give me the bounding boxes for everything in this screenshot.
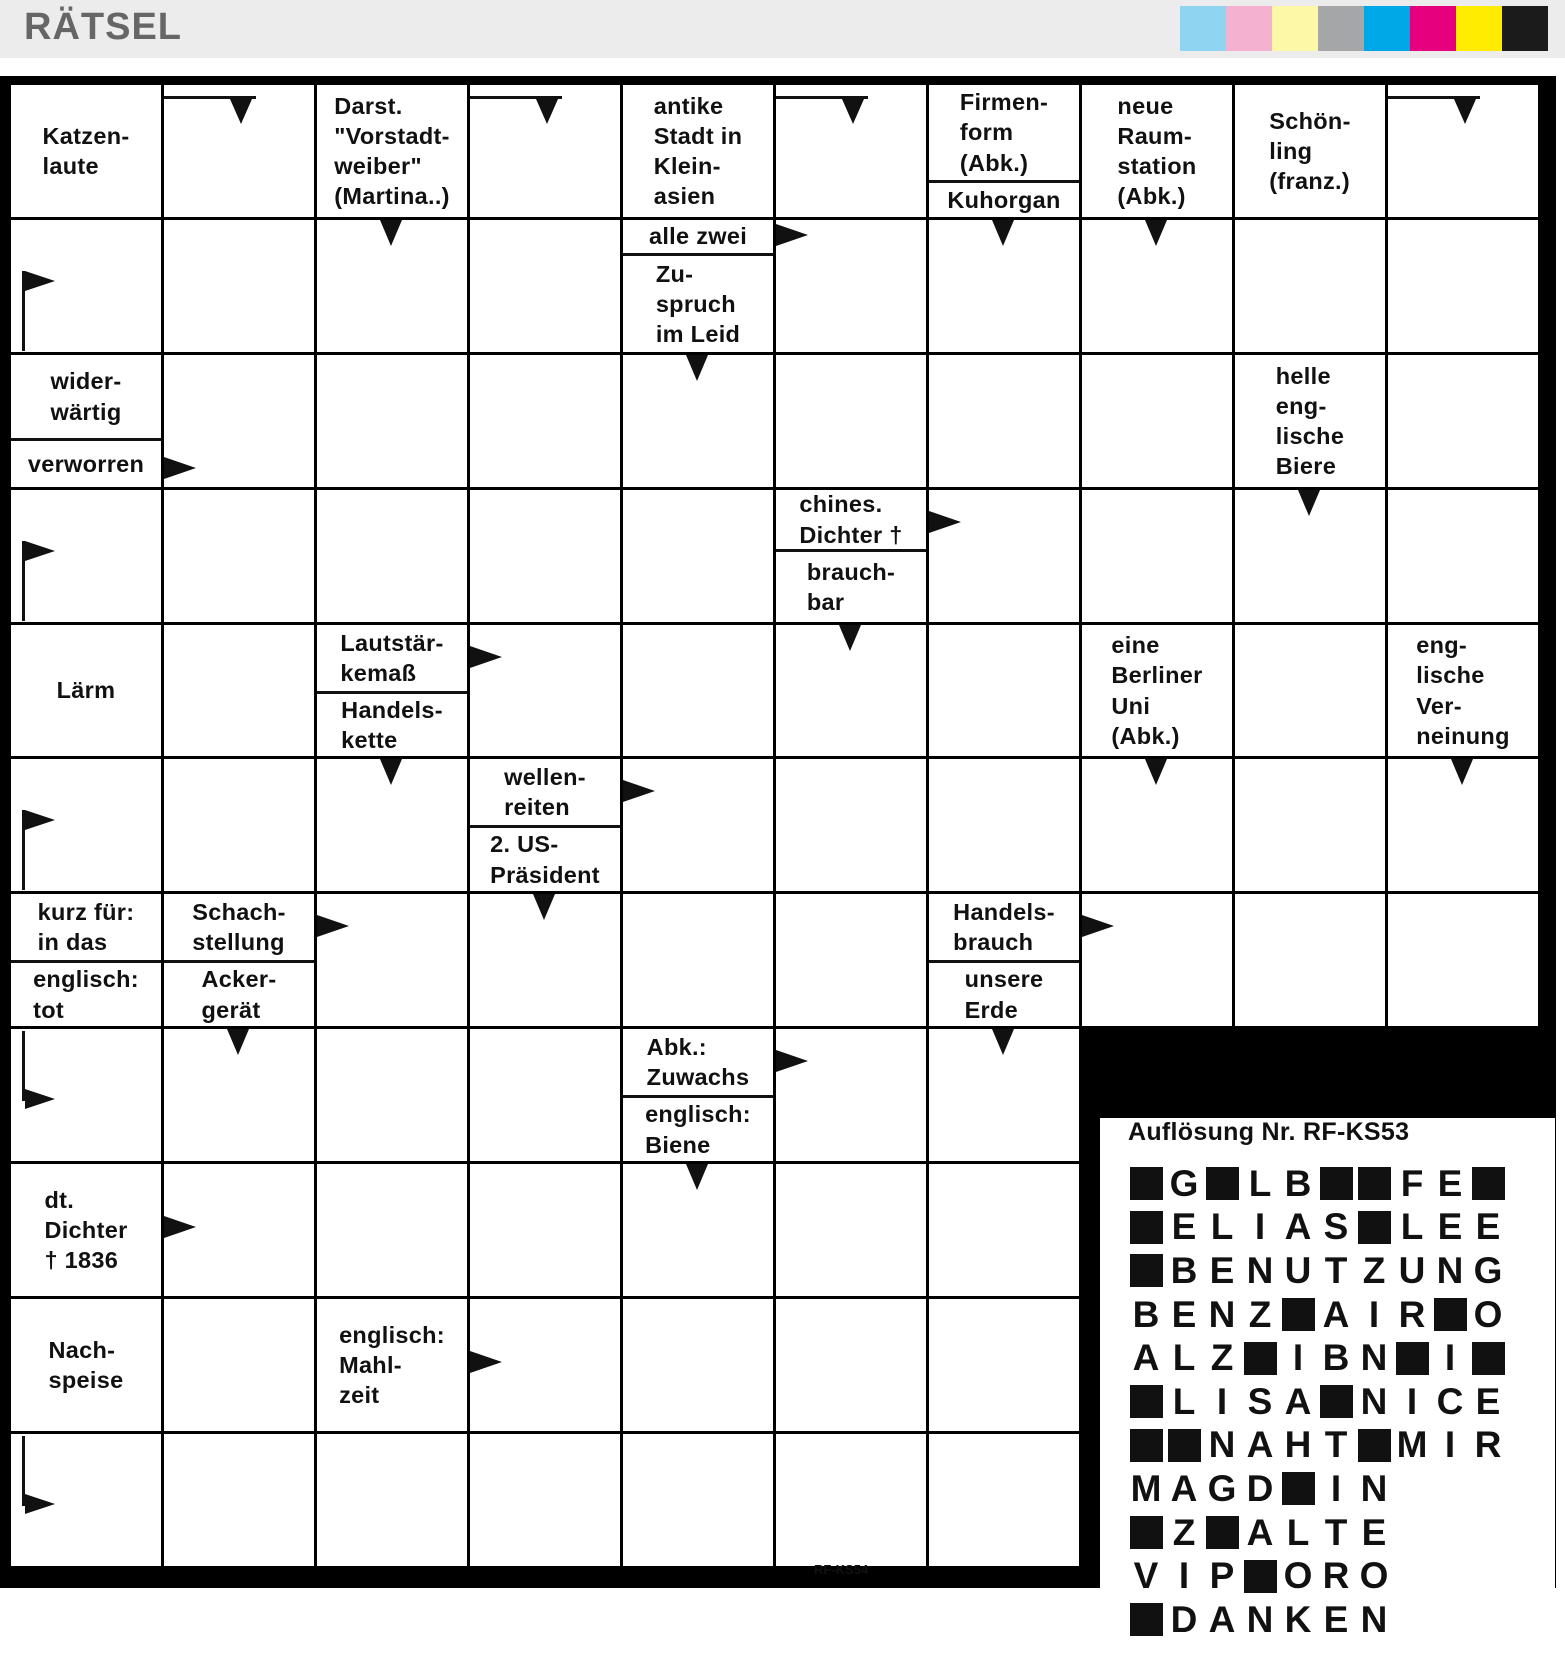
answer-cell[interactable] [929, 1299, 1079, 1431]
down-arrow-icon [227, 1029, 251, 1057]
answer-cell[interactable] [317, 490, 467, 622]
solution-letter: B [1284, 1162, 1312, 1204]
hookdown-arrow-icon [470, 96, 562, 136]
answer-cell[interactable] [317, 355, 467, 487]
color-swatch [1410, 6, 1456, 51]
answer-cell[interactable] [470, 490, 620, 622]
solution-letter: U [1284, 1249, 1312, 1291]
answer-cell[interactable] [776, 1164, 926, 1296]
color-swatch [1180, 6, 1226, 51]
solution-letter: N [1208, 1424, 1236, 1466]
answer-cell[interactable] [317, 1164, 467, 1296]
solution-letter: N [1246, 1249, 1274, 1291]
solution-letter: T [1324, 1511, 1348, 1553]
answer-cell[interactable] [164, 490, 314, 622]
answer-cell[interactable] [1235, 220, 1385, 352]
solution-title: Auflösung Nr. RF-KS53 [1128, 1118, 1410, 1146]
answer-cell[interactable] [1082, 490, 1232, 622]
solution-block [1317, 1380, 1355, 1424]
solution-letter: E [1475, 1206, 1501, 1248]
solution-letter: G [1473, 1249, 1503, 1291]
clue-cell [929, 85, 1079, 180]
answer-cell[interactable] [164, 1299, 314, 1431]
answer-cell[interactable] [470, 1434, 620, 1566]
solution-letter: E [1209, 1249, 1235, 1291]
answer-cell[interactable] [164, 220, 314, 352]
answer-cell[interactable] [623, 759, 773, 891]
solution-letter: A [1170, 1467, 1198, 1509]
solution-block [1127, 1249, 1165, 1293]
solution-block [1355, 1162, 1393, 1206]
answer-cell[interactable] [623, 1299, 773, 1431]
clue-text: Acker- gerät [201, 966, 277, 1023]
solution-letter: I [1292, 1337, 1304, 1379]
solution-letter: E [1323, 1598, 1349, 1640]
solution-letter: I [1178, 1555, 1190, 1597]
solution-letter: I [1444, 1424, 1456, 1466]
hookdown-arrow-icon [164, 96, 256, 136]
solution-letter: M [1130, 1467, 1162, 1509]
flagdown-arrow-icon [22, 1031, 58, 1111]
answer-cell[interactable] [1388, 894, 1538, 1026]
solution-letter: E [1171, 1206, 1197, 1248]
clue-text: verworren [27, 450, 145, 477]
clue-text: Zu- spruch im Leid [655, 260, 741, 348]
clue-text: 2. US- Präsident [490, 831, 600, 888]
solution-block [1127, 1598, 1165, 1642]
solution-letter: D [1170, 1598, 1198, 1640]
solution-block [1127, 1162, 1165, 1206]
clue-cell [470, 759, 620, 825]
right-arrow-icon [164, 1216, 198, 1240]
solution-letter: D [1246, 1467, 1274, 1509]
clue-cell [623, 1098, 773, 1161]
color-swatch [1364, 6, 1410, 51]
solution-letter: O [1473, 1293, 1503, 1335]
clue-text: neue Raum- station (Abk.) [1117, 92, 1197, 210]
solution-letter: O [1283, 1555, 1313, 1597]
solution-letter: I [1216, 1380, 1228, 1422]
clue-text: Darst. "Vorstadt- weiber" (Martina..) [334, 92, 450, 210]
clue-cell [623, 1029, 773, 1095]
clue-cell [1235, 85, 1385, 217]
clue-text: Kuhorgan [947, 186, 1061, 213]
answer-cell[interactable] [470, 1164, 620, 1296]
clue-text: Abk.: Zuwachs [646, 1033, 750, 1090]
flagup-arrow-icon [22, 271, 58, 351]
answer-cell[interactable] [1082, 894, 1232, 1026]
flagup-arrow-icon [22, 541, 58, 621]
down-arrow-icon [992, 220, 1016, 248]
solution-letter: N [1360, 1467, 1388, 1509]
answer-cell[interactable] [623, 1434, 773, 1566]
answer-cell[interactable] [470, 355, 620, 487]
solution-block [1431, 1293, 1469, 1337]
right-arrow-icon [929, 511, 963, 535]
clue-text: antike Stadt in Klein- asien [653, 92, 743, 210]
clue-text: unsere Erde [964, 966, 1044, 1023]
clue-cell [317, 694, 467, 756]
solution-row [1127, 1511, 1507, 1555]
clue-cell [164, 894, 314, 960]
color-swatch [1318, 6, 1364, 51]
solution-letter: N [1208, 1293, 1236, 1335]
flagdown-arrow-icon [22, 1436, 58, 1516]
solution-row [1127, 1336, 1507, 1380]
right-arrow-icon [1082, 915, 1116, 939]
solution-block [1241, 1554, 1279, 1598]
clue-cell [929, 963, 1079, 1026]
down-arrow-icon [1145, 759, 1169, 787]
clue-cell [776, 490, 926, 549]
solution-letter: L [1210, 1206, 1234, 1248]
solution-block [1279, 1467, 1317, 1511]
solution-block [1355, 1424, 1393, 1468]
solution-row [1127, 1467, 1507, 1511]
solution-block [1127, 1380, 1165, 1424]
answer-cell[interactable] [929, 1434, 1079, 1566]
flagup-arrow-icon [22, 810, 58, 890]
puzzle-code: RF-KS54 [814, 1562, 869, 1577]
answer-cell[interactable] [1388, 490, 1538, 622]
answer-cell[interactable] [623, 490, 773, 622]
solution-letter: A [1246, 1424, 1274, 1466]
clue-cell [11, 625, 161, 756]
answer-cell[interactable] [1388, 220, 1538, 352]
clue-cell [11, 963, 161, 1026]
solution-block [1127, 1424, 1165, 1468]
clue-text: Handels- kette [341, 696, 443, 753]
solution-block [1355, 1206, 1393, 1250]
color-swatch [1226, 6, 1272, 51]
clue-cell [164, 963, 314, 1026]
down-arrow-icon [380, 759, 404, 787]
clue-cell [317, 1299, 467, 1431]
clue-text: englisch: Mahl- zeit [339, 1321, 445, 1409]
solution-row [1127, 1380, 1507, 1424]
clue-text: wider- wärtig [50, 368, 122, 425]
solution-block [1279, 1293, 1317, 1337]
solution-letter: Z [1210, 1337, 1234, 1379]
down-arrow-icon [1298, 490, 1322, 518]
solution-letter: L [1172, 1380, 1196, 1422]
solution-letter: G [1207, 1467, 1237, 1509]
solution-letter: E [1437, 1206, 1463, 1248]
solution-letter: N [1360, 1598, 1388, 1640]
hookdown-arrow-icon [776, 96, 868, 136]
color-swatch [1456, 6, 1502, 51]
answer-cell[interactable] [317, 894, 467, 1026]
solution-letter: B [1132, 1293, 1160, 1335]
solution-letter: F [1400, 1162, 1424, 1204]
down-arrow-icon [533, 894, 557, 922]
clue-cell [1235, 355, 1385, 487]
right-arrow-icon [164, 457, 198, 481]
solution-letter: Z [1248, 1293, 1272, 1335]
solution-block [1469, 1162, 1507, 1206]
clue-text: dt. Dichter † 1836 [44, 1186, 128, 1274]
down-arrow-icon [1451, 759, 1475, 787]
answer-cell[interactable] [1388, 355, 1538, 487]
solution-letter: C [1436, 1380, 1464, 1422]
down-arrow-icon [686, 1164, 710, 1192]
solution-letter: E [1361, 1511, 1387, 1553]
answer-cell[interactable] [929, 1164, 1079, 1296]
right-arrow-icon [623, 780, 657, 804]
answer-cell[interactable] [164, 625, 314, 756]
solution-row [1127, 1554, 1507, 1598]
clue-cell [11, 894, 161, 960]
solution-letter: I [1330, 1467, 1342, 1509]
solution-block [1127, 1511, 1165, 1555]
solution-letter: E [1437, 1162, 1463, 1204]
clue-cell [623, 220, 773, 253]
solution-letter: L [1286, 1511, 1310, 1553]
right-arrow-icon [776, 224, 810, 248]
answer-cell[interactable] [470, 625, 620, 756]
clue-text: wellen- reiten [504, 763, 586, 820]
right-arrow-icon [470, 646, 504, 670]
solution-letter: N [1360, 1380, 1388, 1422]
answer-cell[interactable] [929, 490, 1079, 622]
solution-letter: Z [1362, 1249, 1386, 1291]
solution-letter: B [1170, 1249, 1198, 1291]
solution-letter: L [1400, 1206, 1424, 1248]
answer-cell[interactable] [776, 1029, 926, 1161]
clue-text: Schach- stellung [192, 898, 286, 955]
solution-letter: S [1323, 1206, 1349, 1248]
answer-cell[interactable] [164, 1434, 314, 1566]
solution-row [1127, 1206, 1507, 1250]
solution-block [1317, 1162, 1355, 1206]
solution-letter: R [1474, 1424, 1502, 1466]
solution-letter: E [1475, 1380, 1501, 1422]
clue-text: eine Berliner Uni (Abk.) [1111, 632, 1203, 749]
solution-letter: R [1322, 1555, 1350, 1597]
right-arrow-icon [317, 915, 351, 939]
solution-letter: A [1132, 1337, 1160, 1379]
solution-block [1203, 1162, 1241, 1206]
clue-cell [317, 625, 467, 691]
solution-letter: N [1436, 1249, 1464, 1291]
clue-text: alle zwei [648, 223, 748, 250]
solution-block [1241, 1336, 1279, 1380]
down-arrow-icon [1145, 220, 1169, 248]
clue-text: Handels- brauch [953, 898, 1055, 955]
solution-letter: E [1171, 1293, 1197, 1335]
solution-letter: R [1398, 1293, 1426, 1335]
solution-letter: G [1169, 1162, 1199, 1204]
down-arrow-icon [839, 625, 863, 653]
solution-letter: A [1322, 1293, 1350, 1335]
solution-panel [1100, 1118, 1555, 1663]
clue-text: helle eng- lische Biere [1275, 362, 1345, 480]
solution-block [1165, 1424, 1203, 1468]
clue-cell [317, 85, 467, 217]
hookdown-arrow-icon [1388, 96, 1480, 136]
clue-text: Katzen- laute [42, 122, 130, 179]
solution-letter: V [1133, 1555, 1159, 1597]
solution-letter: I [1254, 1206, 1266, 1248]
solution-row [1127, 1598, 1507, 1642]
page-title: RÄTSEL [24, 6, 182, 48]
solution-row [1127, 1424, 1507, 1468]
down-arrow-icon [686, 355, 710, 383]
answer-cell[interactable] [1235, 759, 1385, 891]
crossword-grid [8, 82, 1555, 1640]
clue-cell [470, 828, 620, 891]
clue-cell [1082, 625, 1232, 756]
solution-letter: H [1284, 1424, 1312, 1466]
clue-cell [11, 85, 161, 217]
clue-cell [11, 1299, 161, 1431]
clue-cell [1388, 625, 1538, 756]
answer-cell[interactable] [470, 220, 620, 352]
clue-cell [776, 552, 926, 622]
clue-cell [11, 355, 161, 438]
solution-grid [1127, 1162, 1507, 1642]
clue-text: Nach- speise [48, 1336, 124, 1393]
solution-letter: I [1444, 1337, 1456, 1379]
clue-cell [929, 183, 1079, 217]
answer-cell[interactable] [929, 625, 1079, 756]
right-arrow-icon [470, 1351, 504, 1375]
answer-cell[interactable] [776, 355, 926, 487]
clue-cell [1082, 85, 1232, 217]
answer-cell[interactable] [776, 1434, 926, 1566]
answer-cell[interactable] [776, 894, 926, 1026]
color-swatch [1272, 6, 1318, 51]
answer-cell[interactable] [623, 894, 773, 1026]
solution-letter: P [1209, 1555, 1235, 1597]
solution-letter: L [1248, 1162, 1272, 1204]
answer-cell[interactable] [1235, 894, 1385, 1026]
clue-text: Lautstär- kemaß [340, 629, 444, 686]
answer-cell[interactable] [623, 625, 773, 756]
right-arrow-icon [776, 1050, 810, 1074]
clue-cell [11, 1164, 161, 1296]
solution-block [1469, 1336, 1507, 1380]
clue-cell [11, 441, 161, 487]
answer-cell[interactable] [1235, 625, 1385, 756]
clue-text: chines. Dichter † [799, 491, 903, 548]
down-arrow-icon [992, 1029, 1016, 1057]
solution-letter: I [1368, 1293, 1380, 1335]
answer-cell[interactable] [470, 1029, 620, 1161]
solution-block [1203, 1511, 1241, 1555]
solution-letter: N [1360, 1337, 1388, 1379]
color-calibration-strip [1180, 6, 1548, 51]
answer-cell[interactable] [929, 355, 1079, 487]
solution-letter: N [1246, 1598, 1274, 1640]
color-swatch [1502, 6, 1548, 51]
solution-row [1127, 1162, 1507, 1206]
answer-cell[interactable] [929, 759, 1079, 891]
clue-cell [623, 85, 773, 217]
solution-letter: U [1398, 1249, 1426, 1291]
solution-letter: M [1396, 1424, 1428, 1466]
solution-letter: A [1208, 1598, 1236, 1640]
solution-block [1127, 1206, 1165, 1250]
solution-letter: B [1322, 1337, 1350, 1379]
clue-text: kurz für: in das [37, 898, 135, 955]
solution-letter: A [1246, 1511, 1274, 1553]
clue-text: Lärm [56, 677, 116, 704]
answer-cell[interactable] [164, 759, 314, 891]
answer-cell[interactable] [776, 759, 926, 891]
solution-row [1127, 1249, 1507, 1293]
answer-cell[interactable] [317, 1434, 467, 1566]
solution-letter: A [1284, 1206, 1312, 1248]
solution-letter: A [1284, 1380, 1312, 1422]
down-arrow-icon [380, 220, 404, 248]
clue-text: englisch: tot [33, 966, 139, 1023]
solution-block [1393, 1336, 1431, 1380]
clue-text: Schön- ling (franz.) [1269, 107, 1351, 195]
solution-letter: S [1247, 1380, 1273, 1422]
answer-cell[interactable] [776, 1299, 926, 1431]
header-bar [0, 0, 1565, 58]
clue-text: brauch- bar [806, 558, 896, 615]
clue-text: englisch: Biene [645, 1101, 751, 1158]
clue-cell [929, 894, 1079, 960]
clue-text: Firmen- form (Abk.) [959, 89, 1049, 176]
solution-letter: I [1406, 1380, 1418, 1422]
clue-text: eng- lische Ver- neinung [1416, 632, 1510, 749]
solution-row [1127, 1293, 1507, 1337]
solution-letter: K [1284, 1598, 1312, 1640]
clue-cell [623, 256, 773, 352]
answer-cell[interactable] [317, 1029, 467, 1161]
solution-letter: O [1359, 1555, 1389, 1597]
solution-letter: Z [1172, 1511, 1196, 1553]
solution-letter: T [1324, 1249, 1348, 1291]
solution-letter: T [1324, 1424, 1348, 1466]
solution-letter: L [1172, 1337, 1196, 1379]
answer-cell[interactable] [1082, 355, 1232, 487]
